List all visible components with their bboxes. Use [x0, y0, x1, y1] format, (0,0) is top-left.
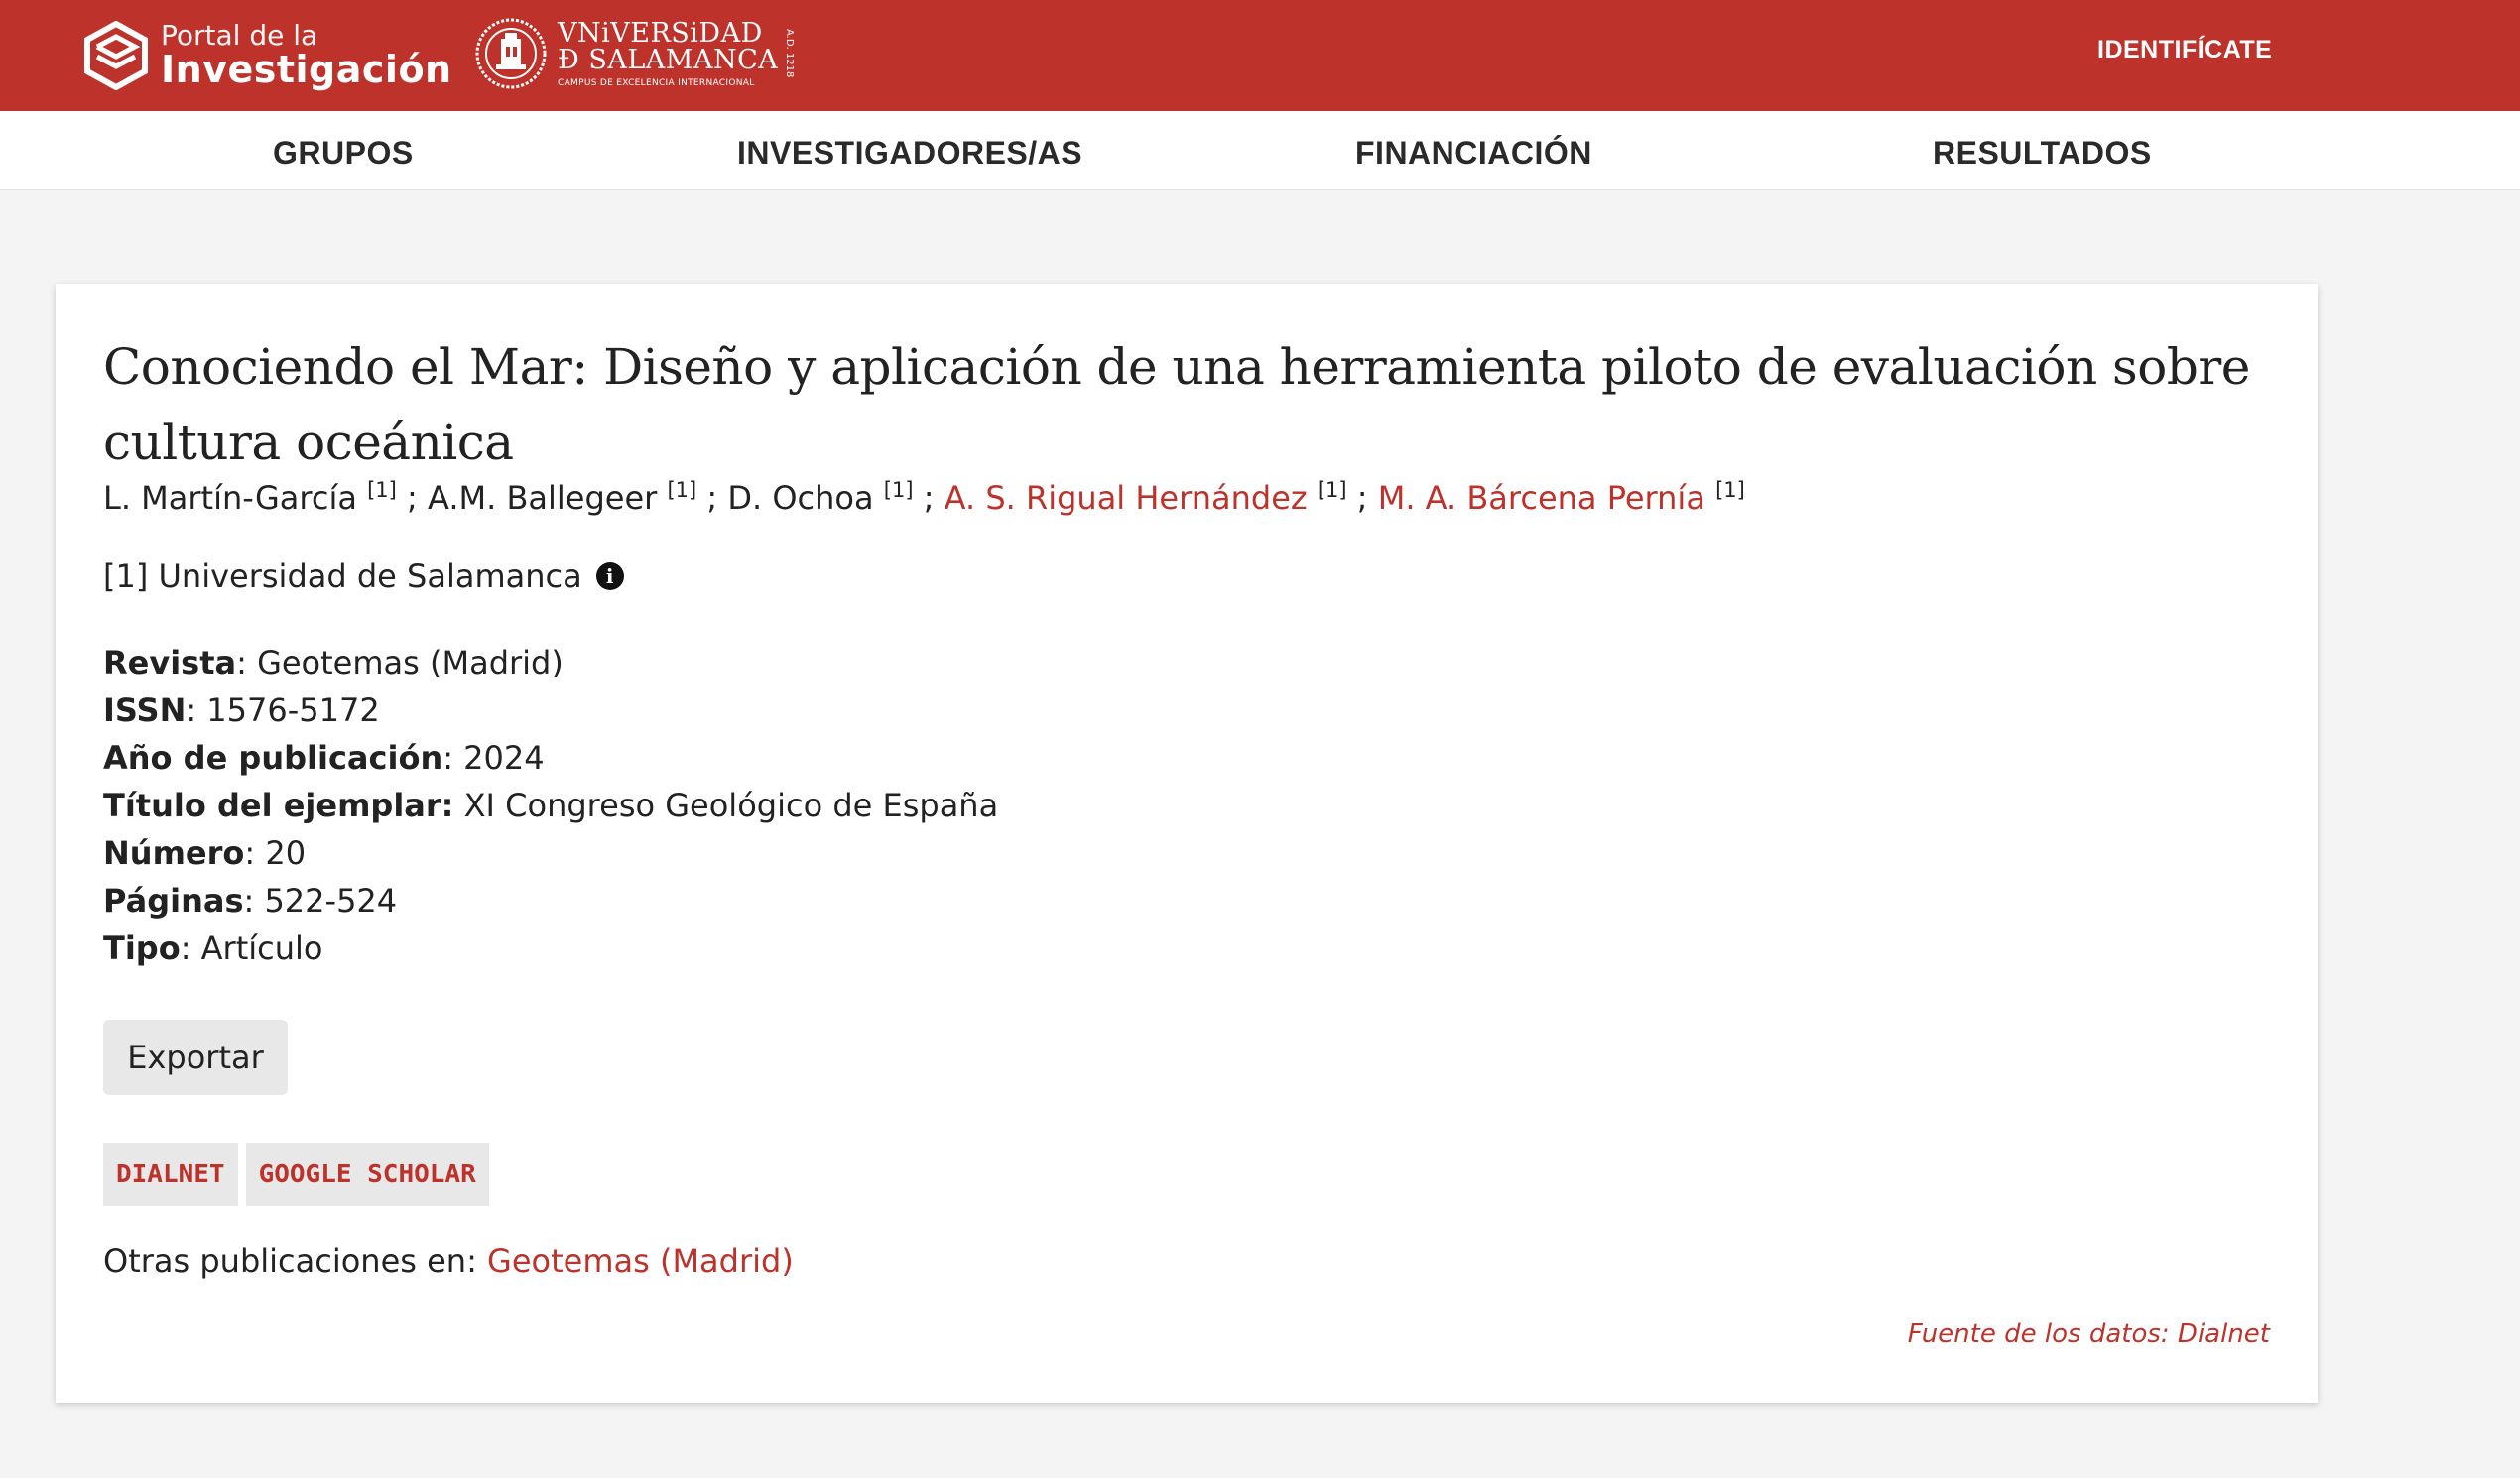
portal-logo[interactable] [83, 14, 452, 97]
authors-list [103, 478, 1745, 517]
author-affiliation-ref: [1] [667, 478, 697, 502]
nav-item-resultados[interactable]: RESULTADOS [1933, 135, 2152, 171]
metadata-label: Tipo [103, 929, 181, 967]
top-header-bar [0, 0, 2520, 111]
usal-logo-line1: VNiVERSiDAD [558, 17, 763, 49]
portal-logo-line2: Investigación [161, 47, 452, 91]
other-publications [103, 1242, 794, 1280]
journal-link[interactable]: Geotemas (Madrid) [487, 1242, 794, 1280]
author-separator: ; [913, 479, 945, 517]
author-name: A.M. Ballegeer [427, 479, 658, 517]
affiliation [103, 557, 624, 595]
author-affiliation-ref: [1] [367, 478, 397, 502]
metadata-label: ISSN [103, 691, 187, 729]
metadata-label: Revista [103, 644, 237, 681]
metadata-value: : 2024 [442, 739, 545, 777]
portal-logo-text [161, 21, 452, 89]
metadata-row [103, 734, 998, 782]
other-publications-label: Otras publicaciones en: [103, 1242, 488, 1280]
metadata-row [103, 877, 998, 924]
nav-item-financiacion[interactable]: FINANCIACIÓN [1355, 135, 1592, 171]
dialnet-link[interactable]: DIALNET [103, 1143, 238, 1206]
login-link[interactable]: IDENTIFÍCATE [2097, 36, 2273, 63]
author-name: L. Martín-García [103, 479, 357, 517]
usal-logo[interactable] [474, 14, 795, 93]
author-name: D. Ochoa [727, 479, 874, 517]
info-icon[interactable]: i [596, 562, 624, 590]
author-separator: ; [696, 479, 728, 517]
metadata-value: : Artículo [180, 929, 323, 967]
external-links [103, 1143, 489, 1206]
author-affiliation-ref: [1] [1317, 478, 1347, 502]
metadata-row [103, 782, 998, 829]
usal-logo-line2: Ð SALAMANCA [558, 44, 779, 75]
metadata-row [103, 639, 998, 686]
metadata-value: : 20 [244, 834, 307, 872]
portal-hexagon-logo-icon [83, 21, 149, 90]
usal-logo-year: A.D. 1218 [784, 29, 796, 78]
data-source-note: Fuente de los datos: Dialnet [1907, 1319, 2270, 1349]
publication-metadata [103, 639, 998, 972]
portal-logo-line1: Portal de la [161, 19, 318, 53]
metadata-value: : 1576-5172 [186, 691, 380, 729]
author-separator: ; [396, 479, 428, 517]
author-link-rigual[interactable]: A. S. Rigual Hernández [944, 479, 1308, 517]
author-separator: ; [1346, 479, 1378, 517]
google-scholar-link[interactable]: GOOGLE SCHOLAR [246, 1143, 489, 1206]
university-seal-icon [474, 17, 548, 90]
metadata-value: : 522-524 [243, 882, 398, 920]
nav-item-grupos[interactable]: GRUPOS [273, 135, 414, 171]
author-link-barcena[interactable]: M. A. Bárcena Pernía [1377, 479, 1705, 517]
affiliation-text: [1] Universidad de Salamanca [103, 557, 582, 595]
usal-logo-line3: CAMPUS DE EXCELENCIA INTERNACIONAL [558, 77, 755, 88]
metadata-value: : Geotemas (Madrid) [236, 644, 564, 681]
main-nav [0, 111, 2520, 190]
author-affiliation-ref: [1] [1715, 478, 1745, 502]
metadata-label: Páginas [103, 882, 244, 920]
metadata-value: XI Congreso Geológico de España [453, 787, 999, 824]
metadata-label: Año de publicación [103, 739, 443, 777]
export-button[interactable]: Exportar [103, 1020, 288, 1095]
metadata-row [103, 924, 998, 972]
usal-logo-text [558, 17, 779, 88]
metadata-label: Número [103, 834, 245, 872]
metadata-row [103, 829, 998, 877]
metadata-row [103, 686, 998, 734]
author-affiliation-ref: [1] [883, 478, 914, 502]
publication-title: Conociendo el Mar: Diseño y aplicación de una herramienta piloto de evaluación sobre cultura oceánica [103, 338, 2250, 471]
nav-item-investigadores[interactable]: INVESTIGADORES/AS [737, 135, 1083, 171]
publication-card [56, 284, 2318, 1403]
metadata-label: Título del ejemplar: [103, 787, 454, 824]
